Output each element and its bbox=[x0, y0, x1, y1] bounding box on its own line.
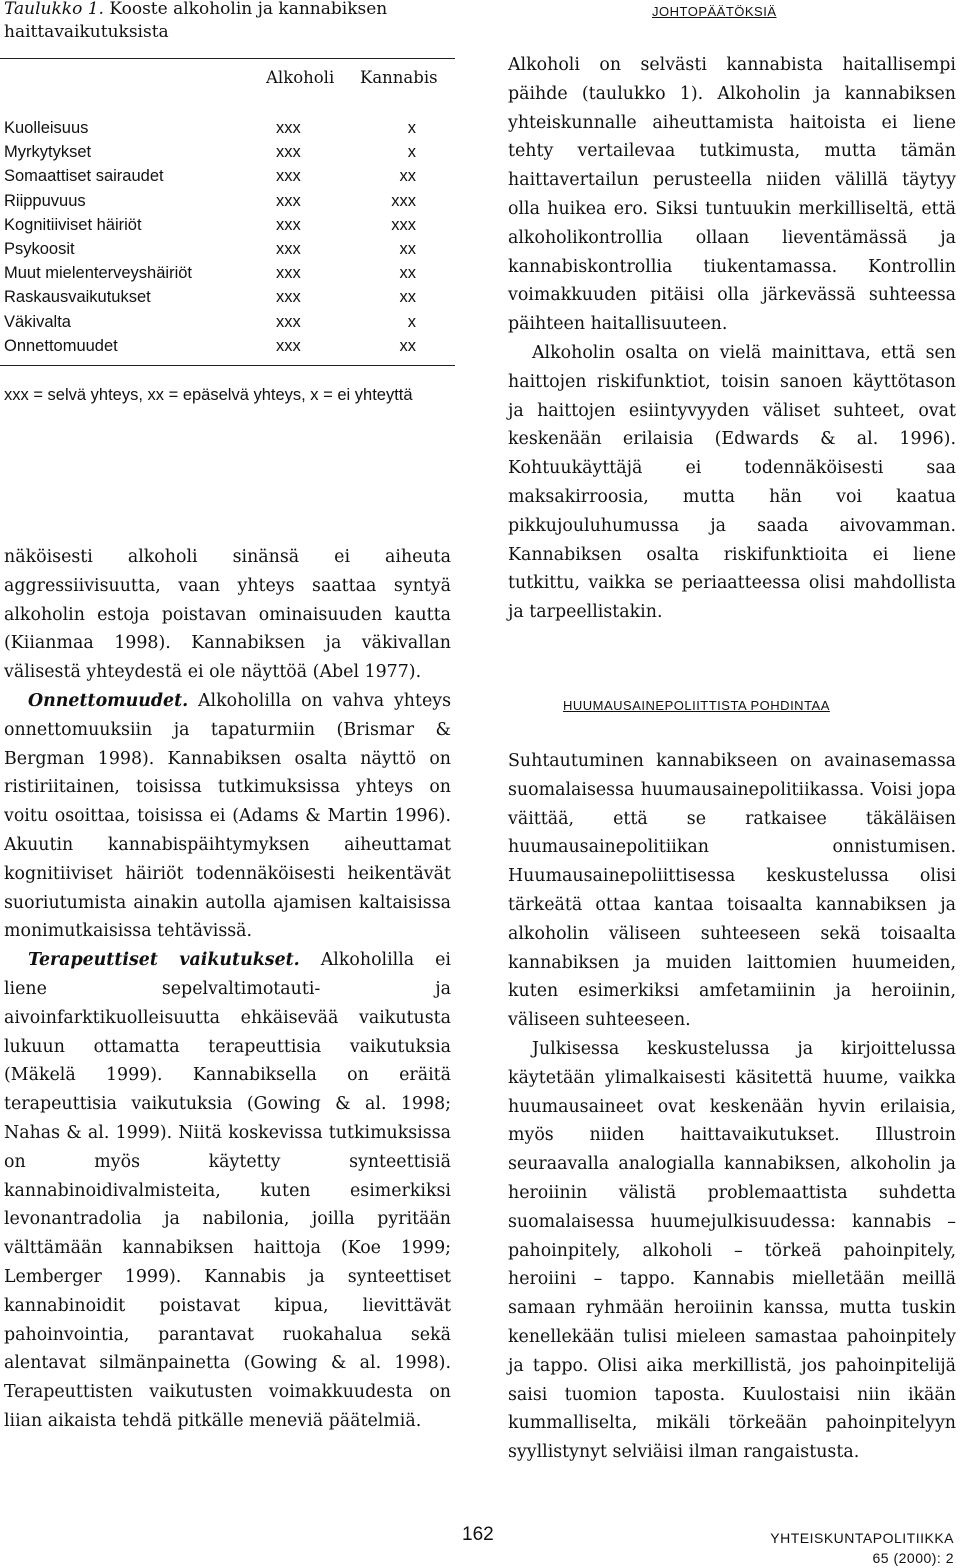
row-label: Raskausvaikutukset bbox=[4, 288, 151, 307]
right-column-top bbox=[508, 51, 956, 627]
cannabis-value: x bbox=[407, 143, 416, 162]
alcohol-value: xxx bbox=[276, 167, 301, 186]
table-row bbox=[4, 310, 454, 334]
header-alcohol: Alkoholi bbox=[266, 68, 335, 87]
table-label: Taulukko 1. bbox=[4, 0, 104, 19]
section-heading-policy: HUUMAUSAINEPOLIITTISTA POHDINTAA bbox=[563, 698, 830, 713]
table-bottom-rule bbox=[0, 365, 455, 366]
table-row bbox=[4, 189, 454, 213]
alcohol-value: xxx bbox=[276, 215, 301, 234]
summary-table bbox=[4, 66, 454, 358]
alcohol-value: xxx bbox=[276, 143, 301, 162]
table-row bbox=[4, 213, 454, 237]
row-label: Kuolleisuus bbox=[4, 119, 89, 137]
journal-issue: 65 (2000): 2 bbox=[872, 1550, 954, 1566]
header-cannabis: Kannabis bbox=[360, 68, 438, 87]
alcohol-value: xxx bbox=[276, 336, 301, 355]
table-header bbox=[4, 66, 454, 108]
paragraph-conclusion-2: Alkoholin osalta on vielä mainittava, että sen haittojen riskifunktiot, toisin sanoen käyttötason ja haittojen esiintyvyyden väliset suhteet, ovat keskenään erilaisia (Edwards & al. 1996). Kohtuukäyttäjä ei todennäköisesti saa maksakirroosia, mutta hän voi kaatua pikkujouluhumussa ja saada aivovamman. Kannabiksen osalta riskifunktioita ei liene tutkittu, vaikka se periaatteessa olisi mahdollista ja tarpeellistakin. bbox=[508, 342, 956, 623]
table-top-rule bbox=[0, 58, 455, 59]
text-accidents: Alkoholilla on vahva yhteys onnettomuuksiin ja tapaturmiin (Brismar & Bergman 1998). Kannabiksen osalta näyttö on ristiriitainen, toisissa tutkimuksissa yhteys on voitu osoittaa, toisissa ei (Adams & Martin 1996). Akuutin kannabispäihtymyksen aiheuttamat kognitiiviset häiriöt todennäköisesti heikentävät suoriutumista ainakin autolla ajamisen kaltaisissa monimutkaisissa tehtävissä. bbox=[4, 690, 452, 942]
right-column-bottom bbox=[508, 747, 956, 1467]
journal-name: YHTEISKUNTAPOLITIIKKA bbox=[770, 1530, 954, 1546]
table-row bbox=[4, 140, 454, 164]
alcohol-value: xxx bbox=[276, 288, 301, 307]
table-row bbox=[4, 116, 454, 140]
paragraph-policy-1: Suhtautuminen kannabikseen on avainasemassa suomalaisessa huumausainepolitiikassa. Voisi jopa väittää, että se ratkaisee täkäläisen huumausainepolitiikan onnistumisen. Huumausainepoliittisessa keskustelussa olisi tärkeätä ottaa kantaa toisaalta kannabiksen ja alkoholin väliseen suhteeseen sekä toisaalta kannabiksen ja muiden laittomien huumeiden, kuten esimerkiksi amfetamiinin ja heroiinin, väliseen suhteeseen. bbox=[508, 751, 956, 1031]
cannabis-value: xx bbox=[399, 288, 416, 307]
paragraph-conclusion-1: Alkoholi on selvästi kannabista haitallisempi päihde (taulukko 1). Alkoholin ja kannabiksen yhteiskunnalle aiheuttamista haitoista ei liene tehty vertailevaa tutkimusta, mutta tämän haittavertailun perusteella niiden välillä täytyy olla huikea ero. Siksi tuntuukin merkilliseltä, että alkoholikontrollia ollaan lieventämässä ja kannabiskontrollia tiukentamassa. Kontrollin voimakkuuden pitäisi olla järkevässä suhteessa päihteen haitallisuuteen. bbox=[508, 55, 956, 335]
table-row bbox=[4, 261, 454, 285]
table-caption bbox=[4, 0, 454, 44]
table-row bbox=[4, 164, 454, 188]
journal-info bbox=[770, 1528, 954, 1568]
row-label: Muut mielenterveyshäiriöt bbox=[4, 264, 192, 283]
paragraph-violence: näköisesti alkoholi sinänsä ei aiheuta aggressiivisuutta, vaan yhteys saattaa syntyä alkoholin estoja poistavan ominaisuuden kautta (Kiianmaa 1998). Kannabiksen ja väkivallan välisestä yhteydestä ei ole näyttöä (Abel 1977). bbox=[4, 547, 451, 683]
table-title: Kooste alkoholin ja kannabiksen haittavaikutuksista bbox=[4, 0, 388, 42]
row-label: Somaattiset sairaudet bbox=[4, 167, 164, 186]
alcohol-value: xxx bbox=[276, 312, 301, 331]
text-therapeutic: Alkoholilla ei liene sepelvaltimotauti- ja aivoinfarktikuolleisuutta ehkäisevää vaikutusta lukuun ottamatta terapeuttisia vaikutuksia (Mäkelä 1999). Kannabiksella on eräitä terapeuttisia vaikutuksia (Gowing & al. 1998; Nahas & al. 1999). Niitä koskevissa tutkimuksissa on myös käytetty synteettisiä kannabinoidivalmisteita, kuten esimerkiksi levonantradolia ja nabilonia, joilla pyritään välttämään kannabiksen haittoja (Koe 1999; Lemberger 1999). Kannabis ja synteettiset kannabinoidit poistavat kipua, lievittävät pahoinvointia, parantavat ruokahalua sekä alentavat silmänpainetta (Gowing & al. 1998). Terapeuttisten vaikutusten voimakkuudesta on liian aikaista tehdä pitkälle meneviä päätelmiä. bbox=[4, 950, 451, 1431]
cannabis-value: xx bbox=[399, 336, 416, 355]
row-label: Myrkytykset bbox=[4, 143, 92, 162]
paragraph-policy-2: Julkisessa keskustelussa ja kirjoittelussa käytetään ylimalkaisesti käsitettä huume, vaikka huumausaineet ovat keskenään hyvin erilaisia, myös niiden haittavaikutukset. Illustroin seuraavalla analogialla kannabiksen, alkoholin ja heroiinin välistä problemaattista suhdetta suomalaisessa huumejulkisuudessa: kannabis – pahoinpitely, alkoholi – törkeä pahoinpitely, heroiini – tappo. Kannabis mielletään meillä samaan ryhmään heroiinin kanssa, mutta tuskin kenellekään tulisi mieleen samastaa pahoinpitely ja tappo. Olisi aika merkillistä, jos pahoinpitelijä saisi tuomion taposta. Kuulostaisi niin ikään kummalliselta, mikäli törkeään pahoinpitelyyn syyllistynyt selviäisi ilman rangaistusta. bbox=[508, 1038, 956, 1463]
row-label: Psykoosit bbox=[4, 239, 75, 258]
paragraph-therapeutic bbox=[4, 946, 451, 1436]
alcohol-value: xxx bbox=[276, 239, 301, 258]
table-row bbox=[4, 285, 454, 309]
subheading-accidents: Onnettomuudet. bbox=[28, 690, 189, 711]
cannabis-value: xxx bbox=[391, 215, 416, 234]
cannabis-value: x bbox=[407, 119, 416, 137]
left-column bbox=[4, 543, 451, 1436]
row-label: Onnettomuudet bbox=[4, 336, 118, 355]
paragraph-accidents bbox=[4, 687, 451, 946]
row-label: Riippuvuus bbox=[4, 191, 86, 210]
cannabis-value: xxx bbox=[391, 191, 416, 210]
subheading-therapeutic: Terapeuttiset vaikutukset. bbox=[28, 950, 300, 971]
alcohol-value: xxx bbox=[276, 119, 301, 137]
table-row bbox=[4, 334, 454, 358]
cannabis-value: xx bbox=[399, 239, 416, 258]
row-label: Väkivalta bbox=[4, 312, 71, 331]
section-heading-conclusions: JOHTOPÄÄTÖKSIÄ bbox=[652, 4, 777, 19]
alcohol-value: xxx bbox=[276, 264, 301, 283]
alcohol-value: xxx bbox=[276, 191, 301, 210]
row-label: Kognitiiviset häiriöt bbox=[4, 215, 142, 234]
cannabis-value: xx bbox=[399, 167, 416, 186]
cannabis-value: xx bbox=[399, 264, 416, 283]
cannabis-value: x bbox=[407, 312, 416, 331]
page-number: 162 bbox=[462, 1524, 494, 1545]
table-row bbox=[4, 237, 454, 261]
table-legend: xxx = selvä yhteys, xx = epäselvä yhteys, x = ei yhteyttä bbox=[4, 386, 413, 404]
